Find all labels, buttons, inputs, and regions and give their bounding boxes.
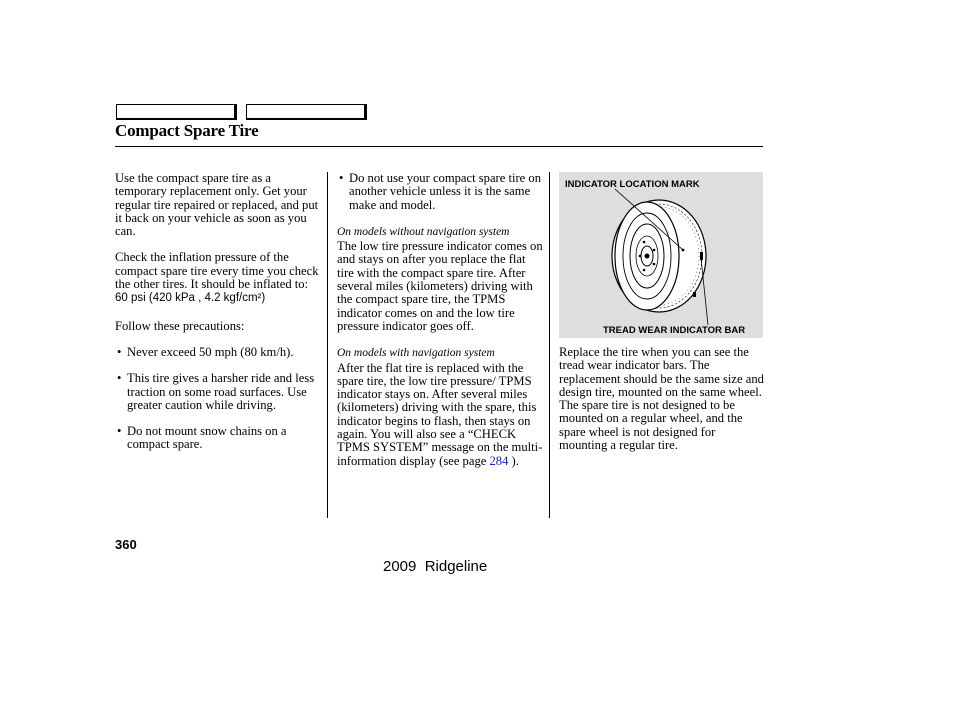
figure-label-indicator-mark: INDICATOR LOCATION MARK [565,179,700,190]
spare-tire-illustration [559,172,763,338]
paragraph-temporary-use: Use the compact spare tire as a temporary replacement only. Get your regular tire repaired or replaced, and put it back on your vehicle as soon as you can. [115,171,319,239]
paragraph-precautions: Follow these precautions: [115,318,245,333]
nav-tab-box-2[interactable] [246,104,367,120]
nav-tab-box-1[interactable] [116,104,237,120]
paragraph-with-nav-text: After the flat tire is replaced with the spare tire, the low tire pressure/ TPMS indicator stays on. After several miles (kilometers) driving with the spare, this indicator begins to flash, then stays on again. You will also see a “CHECK TPMS SYSTEM” message on the multi-information display (see page [337,360,543,468]
bullet-same-make: • Do not use your compact spare tire on another vehicle unless it is the same make and model. [337,172,543,212]
page-number: 360 [115,537,137,552]
page-link-284[interactable]: 284 [489,453,509,468]
bullet-harsher-ride: • This tire gives a harsher ride and less traction on some road surfaces. Use greater caution while driving. [115,372,325,412]
column-divider-2 [549,172,550,518]
paragraph-replace-tire: Replace the tire when you can see the tread wear indicator bars. The replacement should be the same size and design tire, mounted on the same wheel. The spare tire is not designed to be mounted on a regular wheel, and the spare wheel is not designed for mounting a regular tire. [559,345,764,453]
page-title: Compact Spare Tire [115,121,259,140]
title-rule [115,146,763,147]
paragraph-without-nav: The low tire pressure indicator comes on and stays on after you replace the flat tire with the compact spare tire. After several miles (kilometers) driving with the compact spare tire, the TPMS indicator comes on and the low tire pressure indicator goes off. [337,239,543,333]
column-3-text [559,346,765,452]
paragraph-inflation: Check the inflation pressure of the compact spare tire every time you check the other tires. It should be inflated to: [115,250,319,292]
column-divider-1 [327,172,328,518]
paragraph-with-nav-end: ). [511,453,519,468]
column-2 [337,172,543,468]
spare-tire-figure [559,172,763,338]
bullet-snow-chains: • Do not mount snow chains on a compact spare. [115,425,325,452]
column-1 [115,172,325,452]
bullet-speed-limit: • Never exceed 50 mph (80 km/h). [115,346,325,359]
footer-model: 2009 Ridgeline [383,558,488,575]
paragraph-with-nav [337,362,543,468]
subheading-without-nav: On models without navigation system [337,225,510,238]
pressure-value: 60 psi (420 kPa , 4.2 kgf/cm²) [115,292,266,305]
subheading-with-nav: On models with navigation system [337,347,495,360]
figure-label-tread-wear-bar: TREAD WEAR INDICATOR BAR [603,325,746,336]
